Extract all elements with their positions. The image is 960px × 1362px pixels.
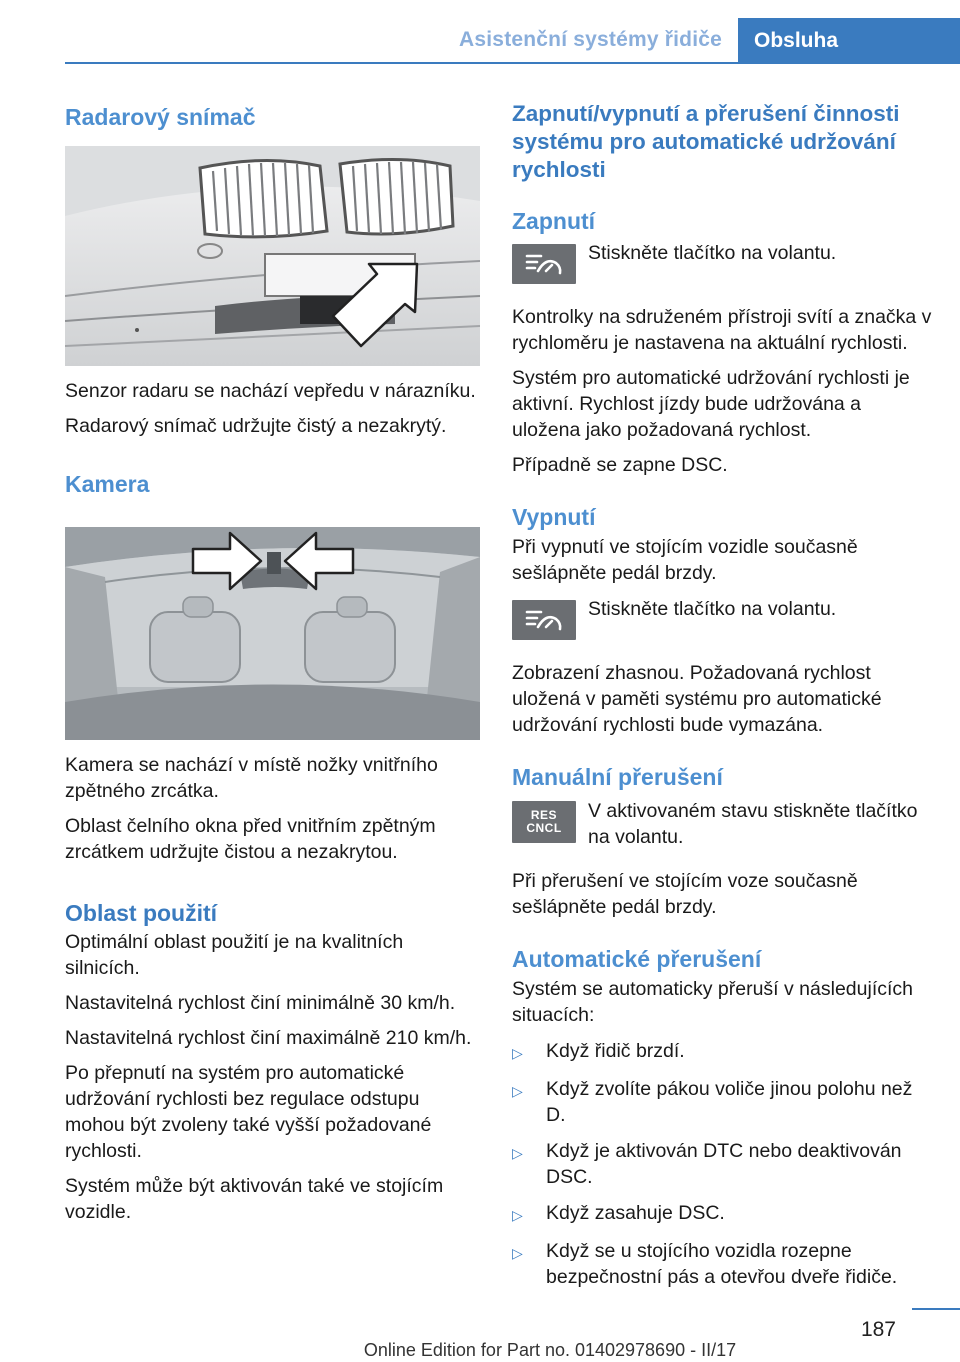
- switch-on-button-text: Stiskněte tlačítko na volantu.: [588, 242, 837, 264]
- camera-heading: Kamera: [65, 471, 150, 497]
- list-item: ▷ Když řidič brzdí.: [512, 1038, 932, 1066]
- switch-on-indicators-text: Kontrolky na sdruženém přístroji svítí a značka v rychloměru je nastavena na aktuální rychlosti.: [512, 306, 932, 354]
- radar-clean-text: Radarový snímač udržujte čistý a nezakrytý.: [65, 415, 447, 437]
- header-section-title: Asistenční systémy řidiče: [459, 28, 722, 51]
- usage-standstill-text: Systém může být aktivován také ve stojícím vozidle.: [65, 1175, 444, 1223]
- usage-roads-text: Optimální oblast použití je na kvalitních silnicích.: [65, 931, 404, 979]
- switch-off-heading: Vypnutí: [512, 504, 596, 530]
- camera-location-text: Kamera se nachází v místě nožky vnitřního zpětného zrcátka.: [65, 754, 438, 802]
- switch-on-instruction: [512, 240, 932, 284]
- header-chapter-tab: Obsluha: [738, 18, 960, 63]
- radar-sensor-illustration: [65, 146, 480, 366]
- cruise-control-button-icon: [512, 600, 576, 640]
- list-item: ▷ Když zasahuje DSC.: [512, 1200, 932, 1228]
- switch-on-active-text: Systém pro automatické udržování rychlosti je aktivní. Rychlost jízdy bude udržována a uložena jako požadovaná rychlost.: [512, 367, 910, 441]
- footer-rule: [912, 1308, 960, 1310]
- triangle-bullet-icon: ▷: [512, 1245, 523, 1261]
- switch-on-heading: Zapnutí: [512, 208, 596, 234]
- radar-heading: Radarový snímač: [65, 104, 256, 130]
- usage-max-speed-text: Nastavitelná rychlost činí maximálně 210 km/h.: [65, 1027, 472, 1049]
- switch-on-dsc-text: Případně se zapne DSC.: [512, 454, 728, 476]
- auto-interrupt-list: [512, 1038, 932, 1290]
- camera-illustration: [65, 527, 480, 740]
- cruise-control-heading: Zapnutí/vypnutí a přerušení činnosti systému pro automatické udržování rychlosti: [512, 101, 900, 182]
- switch-off-instruction: [512, 596, 932, 640]
- res-cncl-button-icon: [512, 801, 576, 843]
- radar-location-text: Senzor radaru se nachází vepředu v nárazníku.: [65, 380, 476, 402]
- triangle-bullet-icon: ▷: [512, 1045, 523, 1061]
- usage-heading: Oblast použití: [65, 900, 218, 926]
- list-item: ▷ Když se u stojícího vozidla rozepne bezpečnostní pás a otevřou dveře řidiče.: [512, 1240, 898, 1288]
- edition-footer: Online Edition for Part no. 01402978690 - II/17: [363, 1340, 737, 1360]
- page-number: 187: [860, 1318, 896, 1341]
- switch-off-display-text: Zobrazení zhasnou. Požadovaná rychlost uložená v paměti systému pro automatické udržování rychlosti bude vymazána.: [512, 662, 882, 736]
- auto-interrupt-intro-text: Systém se automaticky přeruší v následujících situacích:: [512, 978, 913, 1026]
- triangle-bullet-icon: ▷: [512, 1207, 523, 1223]
- list-item: ▷ Když je aktivován DTC nebo deaktivován DSC.: [512, 1140, 902, 1188]
- manual-interrupt-button-text: V aktivovaném stavu stiskněte tlačítko na volantu.: [588, 800, 918, 848]
- usage-min-speed-text: Nastavitelná rychlost činí minimálně 30 km/h.: [65, 992, 456, 1014]
- usage-higher-speeds-text: Po přepnutí na systém pro automatické udržování rychlosti bez regulace odstupu mohou být zvoleny také vyšší požadované rychlosti.: [65, 1062, 432, 1162]
- switch-off-button-text: Stiskněte tlačítko na volantu.: [588, 598, 837, 620]
- header-rule: [65, 62, 960, 64]
- switch-off-brake-text: Při vypnutí ve stojícím vozidle současně sešlápněte pedál brzdy.: [512, 536, 858, 584]
- cncl-label: CNCL: [526, 821, 562, 835]
- triangle-bullet-icon: ▷: [512, 1083, 523, 1099]
- camera-clean-text: Oblast čelního okna před vnitřním zpětným zrcátkem udržujte čistou a nezakrytou.: [65, 815, 436, 863]
- res-label: RES: [530, 808, 558, 822]
- manual-interrupt-heading: Manuální přerušení: [512, 764, 723, 790]
- right-column: [512, 100, 932, 1300]
- cruise-control-button-icon: [512, 244, 576, 284]
- manual-interrupt-instruction: [512, 798, 932, 850]
- list-item: ▷ Když zvolíte pákou voliče jinou polohu než D.: [512, 1078, 913, 1126]
- manual-interrupt-brake-text: Při přerušení ve stojícím voze současně sešlápněte pedál brzdy.: [512, 870, 858, 918]
- left-column: [65, 100, 480, 1225]
- triangle-bullet-icon: ▷: [512, 1145, 523, 1161]
- auto-interrupt-heading: Automatické přerušení: [512, 946, 762, 972]
